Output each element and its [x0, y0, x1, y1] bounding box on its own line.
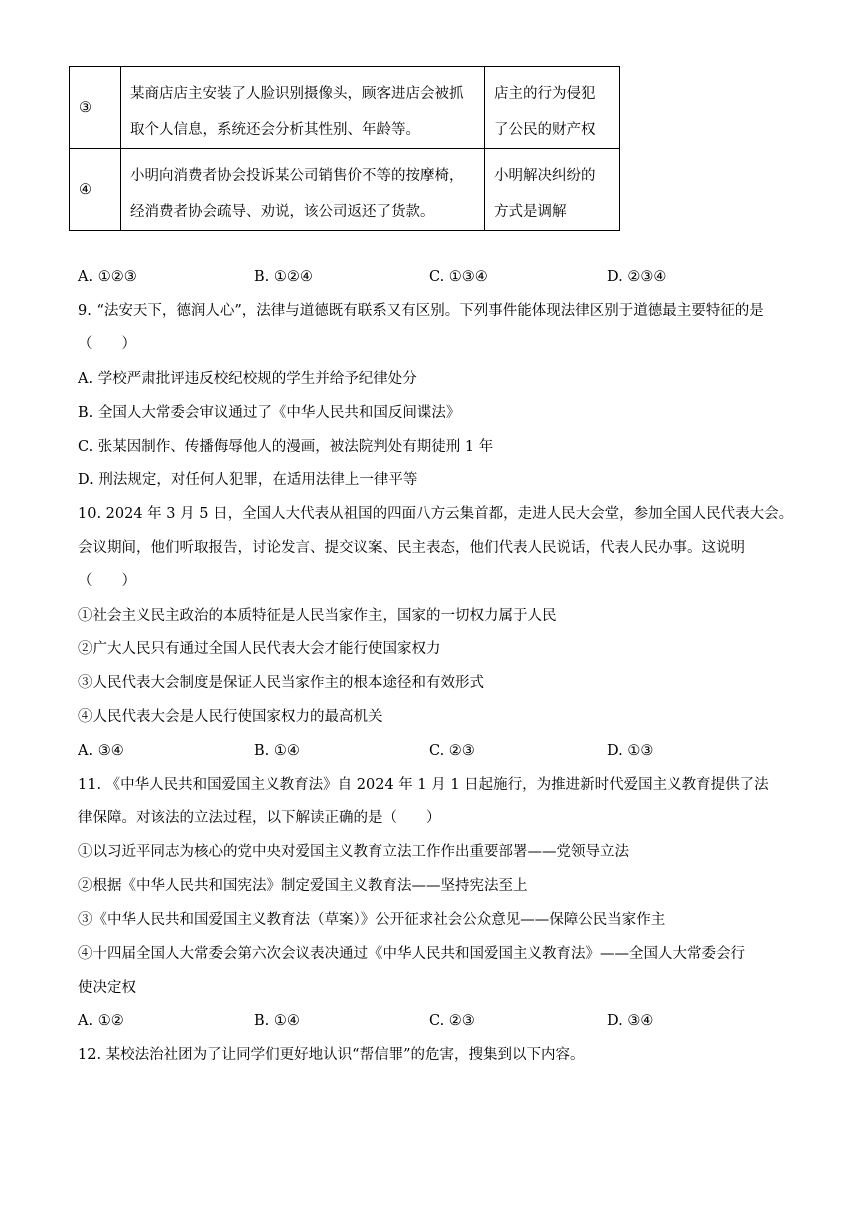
option-a: A. ①②③ [78, 269, 137, 285]
q10-stem: 10. 2024 年 3 月 5 日，全国人大代表从祖国的四面八方云集首都，走进人民大会堂，参加全国人民代表大会。 [78, 506, 794, 522]
judgement-line: 小明解决纠纷的 [494, 168, 596, 184]
q9-choice-d: D. 刑法规定，对任何人犯罪，在适用法律上一律平等 [78, 472, 418, 488]
row-judgement [485, 149, 620, 231]
option-c: C. ①③④ [429, 269, 488, 285]
judgement-line: 店主的行为侵犯 [494, 86, 596, 102]
q8-options [78, 267, 798, 287]
option-b: B. ①④ [254, 1013, 300, 1029]
row-description [121, 149, 485, 231]
row-number: ④ [70, 149, 121, 231]
q11-item: ④十四届全国人大常委会第六次会议表决通过《中华人民共和国爱国主义教育法》——全国人大常委会行 [78, 946, 745, 962]
q10-item: ①社会主义民主政治的本质特征是人民当家作主，国家的一切权力属于人民 [78, 608, 557, 624]
q11-stem: 律保障。对该法的立法过程，以下解读正确的是（ ） [78, 810, 441, 826]
option-a: A. ①② [78, 1013, 124, 1029]
q10-item: ②广大人民只有通过全国人民代表大会才能行使国家权力 [78, 641, 441, 657]
judgement-line: 了公民的财产权 [494, 122, 596, 138]
option-d: D. ①③ [607, 743, 654, 759]
q10-item: ④人民代表大会是人民行使国家权力的最高机关 [78, 709, 383, 725]
row-judgement [485, 67, 620, 149]
desc-line: 取个人信息，系统还会分析其性别、年龄等。 [130, 122, 420, 138]
question-table [69, 66, 620, 231]
q9-choice-c: C. 张某因制作、传播侮辱他人的漫画，被法院判处有期徒刑 1 年 [78, 439, 494, 455]
desc-line: 经消费者协会疏导、劝说，该公司返还了货款。 [130, 204, 435, 220]
q9-choice-a: A. 学校严肃批评违反校纪校规的学生并给予纪律处分 [78, 371, 417, 387]
table-row [70, 149, 620, 231]
q10-options [78, 741, 798, 761]
q10-stem: 会议期间，他们听取报告，讨论发言、提交议案、民主表态，他们代表人民说话，代表人民办事。这说明 [78, 540, 745, 556]
q9-choice-b: B. 全国人大常委会审议通过了《中华人民共和国反间谍法》 [78, 405, 461, 421]
q11-item: ③《中华人民共和国爱国主义教育法（草案）》公开征求社会公众意见——保障公民当家作主 [78, 912, 666, 928]
option-a: A. ③④ [78, 743, 124, 759]
row-description [121, 67, 485, 149]
desc-line: 小明向消费者协会投诉某公司销售价不等的按摩椅， [130, 168, 464, 184]
option-d: D. ③④ [607, 1013, 654, 1029]
q11-options [78, 1011, 798, 1031]
q12-stem: 12. 某校法治社团为了让同学们更好地认识“帮信罪”的危害，搜集到以下内容。 [78, 1047, 585, 1063]
option-b: B. ①②④ [254, 269, 313, 285]
row-number: ③ [70, 67, 121, 149]
option-d: D. ②③④ [607, 269, 667, 285]
option-c: C. ②③ [429, 743, 475, 759]
q11-item: ①以习近平同志为核心的党中央对爱国主义教育立法工作作出重要部署——党领导立法 [78, 844, 629, 860]
option-c: C. ②③ [429, 1013, 475, 1029]
q10-stem-bracket: （ ） [78, 573, 136, 589]
q9-stem-bracket: （ ） [78, 336, 136, 352]
table-row [70, 67, 620, 149]
judgement-line: 方式是调解 [494, 204, 567, 220]
desc-line: 某商店店主安装了人脸识别摄像头，顾客进店会被抓 [130, 86, 464, 102]
q10-item: ③人民代表大会制度是保证人民当家作主的根本途径和有效形式 [78, 675, 484, 691]
q9-stem: 9. “法安天下，德润人心”，法律与道德既有联系又有区别。下列事件能体现法律区别于道德最主要特征的是 [78, 303, 764, 319]
q11-item-continued: 使决定权 [78, 980, 136, 996]
option-b: B. ①④ [254, 743, 300, 759]
q11-stem: 11. 《中华人民共和国爱国主义教育法》自 2024 年 1 月 1 日起施行，为推进新时代爱国主义教育提供了法 [78, 777, 769, 793]
q11-item: ②根据《中华人民共和国宪法》制定爱国主义教育法——坚持宪法至上 [78, 878, 528, 894]
